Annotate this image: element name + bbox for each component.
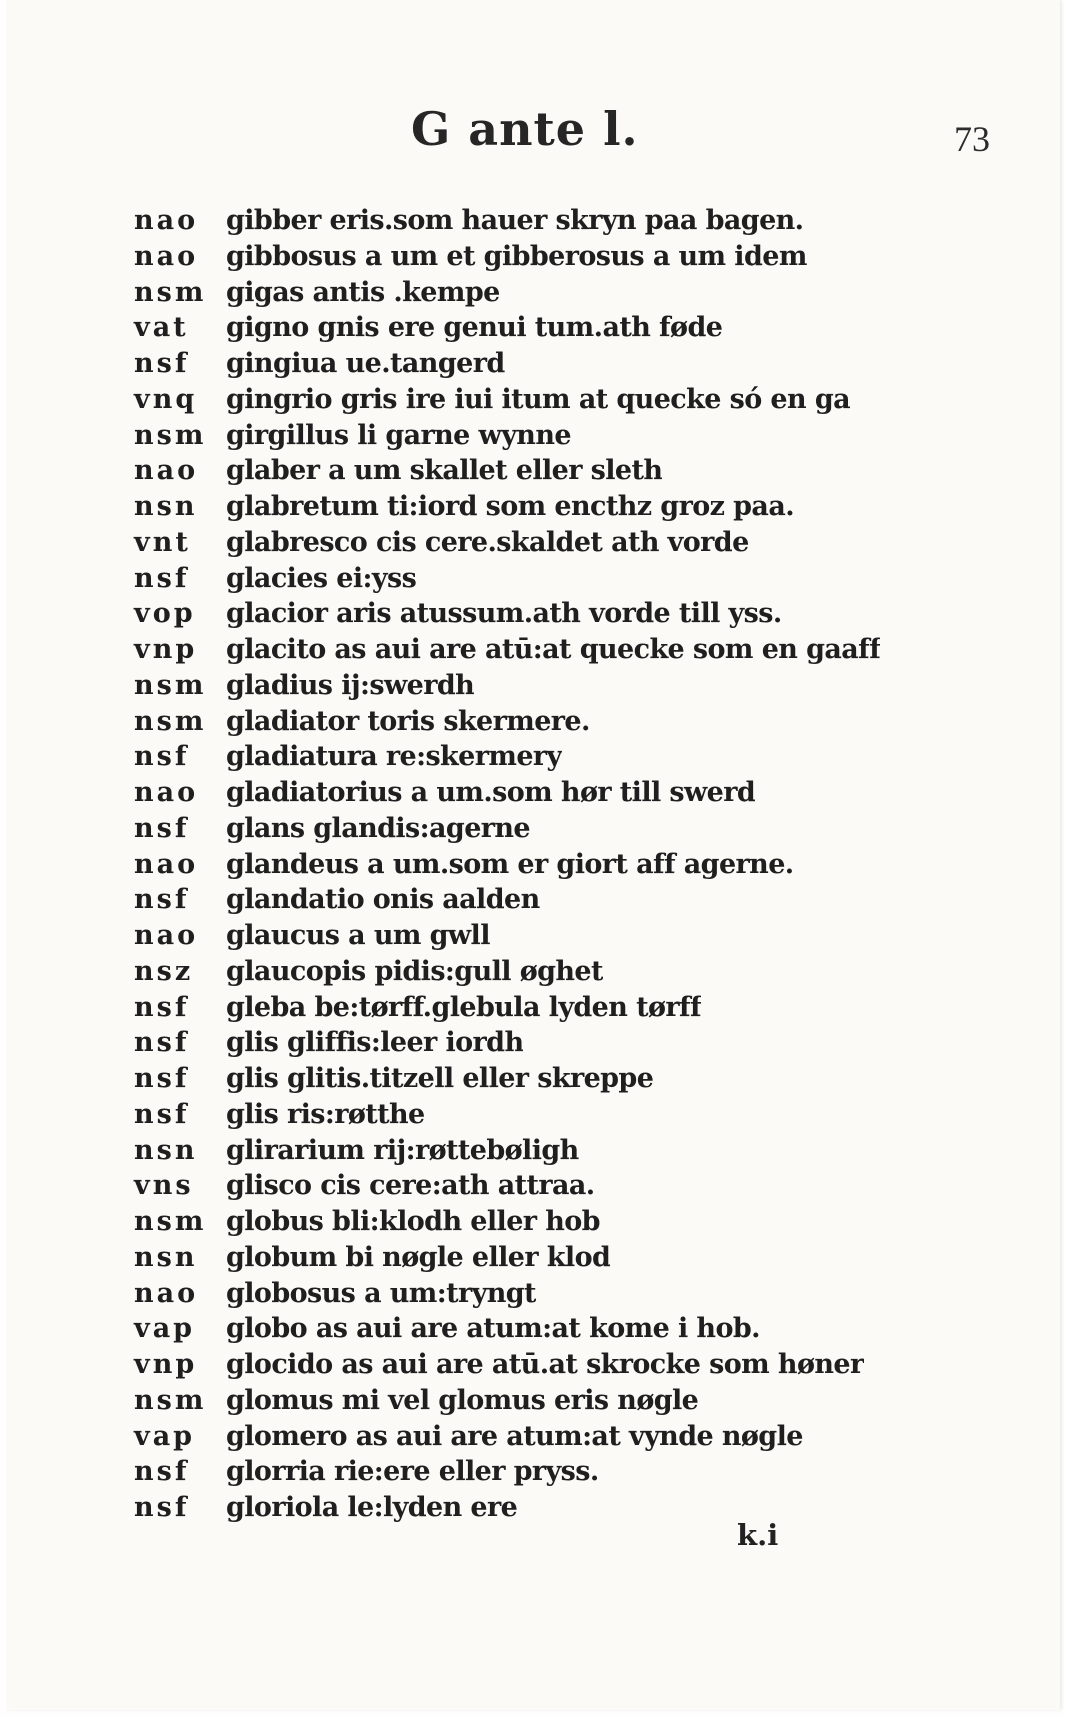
grammar-code: nsn bbox=[134, 1241, 198, 1273]
entry-text: glomero as aui are atum:at vynde nøgle bbox=[226, 1420, 803, 1452]
book-page bbox=[6, 0, 1060, 1710]
dictionary-entry bbox=[134, 384, 934, 420]
grammar-code: nsf bbox=[134, 741, 190, 773]
grammar-code: nsf bbox=[134, 884, 190, 916]
grammar-code: vnt bbox=[134, 526, 191, 558]
entry-text: glis glitis.titzell eller skreppe bbox=[226, 1063, 654, 1094]
dictionary-entry bbox=[134, 491, 934, 527]
grammar-code: nsf bbox=[134, 991, 190, 1023]
grammar-code: nao bbox=[134, 240, 199, 272]
entry-text: glaucopis pidis:gull øghet bbox=[226, 955, 603, 987]
entry-text: glans glandis:agerne bbox=[226, 812, 531, 844]
entry-text: glomus mi vel glomus eris nøgle bbox=[226, 1384, 699, 1416]
entry-text: glaber a um skallet eller sleth bbox=[226, 455, 663, 487]
grammar-code: vnp bbox=[134, 1349, 198, 1380]
dictionary-entry bbox=[134, 598, 934, 634]
grammar-code: nsf bbox=[134, 348, 190, 379]
grammar-code: nao bbox=[134, 848, 199, 880]
grammar-code: nsm bbox=[134, 276, 207, 308]
dictionary-entry bbox=[134, 670, 934, 706]
grammar-code: nao bbox=[134, 205, 199, 236]
grammar-code: vns bbox=[134, 1170, 194, 1202]
dictionary-entry bbox=[134, 563, 934, 599]
dictionary-entry bbox=[134, 813, 934, 849]
dictionary-entry bbox=[134, 634, 934, 670]
entry-text: glabretum ti:iord som encthz groz paa. bbox=[226, 491, 795, 522]
entry-text: glorria rie:ere eller pryss. bbox=[226, 1456, 599, 1488]
entry-text: globo as aui are atum:at kome i hob. bbox=[226, 1313, 760, 1345]
grammar-code: nsn bbox=[134, 491, 198, 522]
entry-text: gladiatura re:skermery bbox=[226, 741, 562, 773]
grammar-code: nao bbox=[134, 920, 199, 951]
entry-text: globosus a um:tryngt bbox=[226, 1277, 536, 1309]
dictionary-entry bbox=[134, 455, 934, 491]
grammar-code: nsm bbox=[134, 1206, 207, 1237]
entry-text: glabresco cis cere.skaldet ath vorde bbox=[226, 526, 749, 558]
dictionary-entry bbox=[134, 1313, 934, 1349]
entry-text: globus bli:klodh eller hob bbox=[226, 1206, 600, 1237]
dictionary-entry bbox=[134, 956, 934, 992]
dictionary-entry bbox=[134, 241, 934, 277]
grammar-code: nao bbox=[134, 1277, 199, 1309]
grammar-code: nao bbox=[134, 455, 199, 487]
entry-text: gingrio gris ire iui itum at quecke só en ga bbox=[226, 383, 850, 415]
dictionary-entry bbox=[134, 277, 934, 313]
dictionary-entry bbox=[134, 1278, 934, 1314]
entry-text: gladiatorius a um.som hør till swerd bbox=[226, 777, 756, 808]
grammar-code: nsf bbox=[134, 1456, 190, 1488]
grammar-code: nsf bbox=[134, 562, 190, 594]
dictionary-entry bbox=[134, 706, 934, 742]
dictionary-entry bbox=[134, 1242, 934, 1278]
dictionary-entry bbox=[134, 205, 934, 241]
grammar-code: nsf bbox=[134, 1492, 190, 1523]
grammar-code: nsf bbox=[134, 1063, 190, 1094]
dictionary-entry bbox=[134, 1421, 934, 1457]
entry-text: glandatio onis aalden bbox=[226, 884, 540, 916]
grammar-code: vnq bbox=[134, 383, 198, 415]
entry-text: glandeus a um.som er giort aff agerne. bbox=[226, 848, 794, 880]
entry-text: gladiator toris skermere. bbox=[226, 705, 590, 737]
grammar-code: vap bbox=[134, 1420, 196, 1452]
dictionary-entry bbox=[134, 741, 934, 777]
entry-text: glisco cis cere:ath attraa. bbox=[226, 1170, 595, 1202]
dictionary-entry bbox=[134, 1456, 934, 1492]
grammar-code: nao bbox=[134, 777, 199, 808]
entry-text: gigas antis .kempe bbox=[226, 276, 500, 308]
entry-text: gleba be:tørff.glebula lyden tørff bbox=[226, 991, 702, 1023]
dictionary-entry bbox=[134, 1135, 934, 1171]
entry-text: gibbosus a um et gibberosus a um idem bbox=[226, 240, 807, 272]
entry-text: glaucus a um gwll bbox=[226, 920, 490, 951]
grammar-code: nsz bbox=[134, 955, 194, 987]
dictionary-entry bbox=[134, 920, 934, 956]
grammar-code: nsm bbox=[134, 669, 207, 701]
page-heading: G ante l. bbox=[411, 102, 639, 156]
entry-text: globum bi nøgle eller klod bbox=[226, 1241, 611, 1273]
grammar-code: nsf bbox=[134, 1027, 190, 1059]
grammar-code: nsn bbox=[134, 1134, 198, 1166]
dictionary-entry bbox=[134, 849, 934, 885]
dictionary-entry bbox=[134, 992, 934, 1028]
grammar-code: nsm bbox=[134, 419, 207, 451]
dictionary-entry bbox=[134, 1099, 934, 1135]
grammar-code: vap bbox=[134, 1313, 196, 1345]
dictionary-entry bbox=[134, 1492, 934, 1528]
entry-text: glirarium rij:røttebøligh bbox=[226, 1134, 579, 1166]
entry-text: gladius ij:swerdh bbox=[226, 669, 475, 701]
dictionary-entry bbox=[134, 348, 934, 384]
dictionary-entry bbox=[134, 884, 934, 920]
entry-text: gingiua ue.tangerd bbox=[226, 348, 505, 379]
dictionary-entry bbox=[134, 1027, 934, 1063]
entry-text: glacior aris atussum.ath vorde till yss. bbox=[226, 598, 782, 630]
entry-text: gloriola le:lyden ere bbox=[226, 1492, 518, 1523]
entry-text: gibber eris.som hauer skryn paa bagen. bbox=[226, 205, 804, 236]
entry-text: glacies ei:yss bbox=[226, 562, 417, 594]
dictionary-entry bbox=[134, 1385, 934, 1421]
grammar-code: nsm bbox=[134, 705, 207, 737]
entry-text: glis gliffis:leer iordh bbox=[226, 1027, 524, 1059]
dictionary-entry bbox=[134, 1349, 934, 1385]
grammar-code: vnp bbox=[134, 634, 198, 665]
dictionary-entry bbox=[134, 1170, 934, 1206]
dictionary-entry bbox=[134, 312, 934, 348]
dictionary-entry bbox=[134, 1063, 934, 1099]
entry-text: glis ris:røtthe bbox=[226, 1098, 425, 1130]
page-number: 73 bbox=[954, 119, 990, 159]
dictionary-entry bbox=[134, 777, 934, 813]
entry-text: glacito as aui are atū:at quecke som en gaaff bbox=[226, 634, 881, 665]
grammar-code: vat bbox=[134, 312, 189, 344]
dictionary-entry bbox=[134, 420, 934, 456]
grammar-code: nsf bbox=[134, 812, 190, 844]
dictionary-entry bbox=[134, 527, 934, 563]
entry-text: gigno gnis ere genui tum.ath føde bbox=[226, 312, 723, 344]
dictionary-entries bbox=[134, 205, 934, 1528]
grammar-code: nsf bbox=[134, 1098, 190, 1130]
entry-text: glocido as aui are atū.at skrocke som høner bbox=[226, 1349, 864, 1380]
grammar-code: vop bbox=[134, 598, 196, 630]
dictionary-entry bbox=[134, 1206, 934, 1242]
entry-text: girgillus li garne wynne bbox=[226, 419, 571, 451]
signature-mark: k.i bbox=[737, 1518, 779, 1552]
grammar-code: nsm bbox=[134, 1384, 207, 1416]
